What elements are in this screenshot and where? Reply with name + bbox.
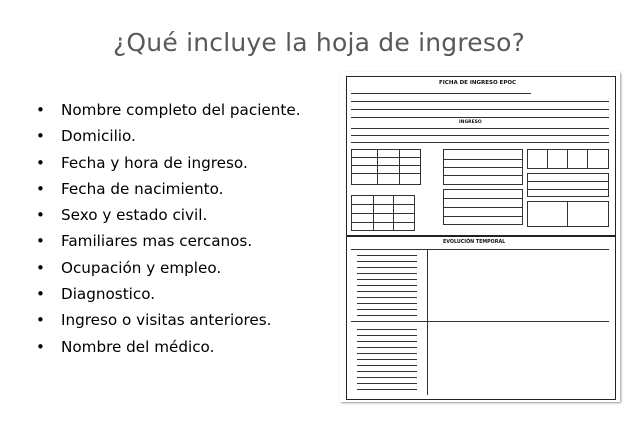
form-section-ingreso: INGRESO [459, 120, 482, 125]
slide-title: ¿Qué incluye la hoja de ingreso? [112, 28, 526, 57]
bullet-item: • Fecha y hora de ingreso. [34, 150, 301, 176]
admission-form-sheet [346, 76, 616, 236]
bullet-item: • Fecha de nacimiento. [34, 176, 301, 202]
bullet-item: • Diagnostico. [34, 281, 301, 307]
bullet-item: • Domicilio. [34, 123, 301, 149]
bullet-item: • Ocupación y empleo. [34, 255, 301, 281]
form-title: FICHA DE INGRESO EPOC [439, 80, 517, 86]
evolution-form-sheet [346, 236, 616, 400]
bullet-item: • Nombre completo del paciente. [34, 97, 301, 123]
bullet-item: • Familiares mas cercanos. [34, 228, 301, 254]
evolution-title: EVOLUCIÓN TEMPORAL [443, 240, 506, 245]
bullet-list [34, 97, 301, 360]
bullet-item: • Sexo y estado civil. [34, 202, 301, 228]
bullet-item: • Ingreso o visitas anteriores. [34, 307, 301, 333]
admission-form-image [340, 72, 620, 402]
bullet-item: • Nombre del médico. [34, 334, 301, 360]
